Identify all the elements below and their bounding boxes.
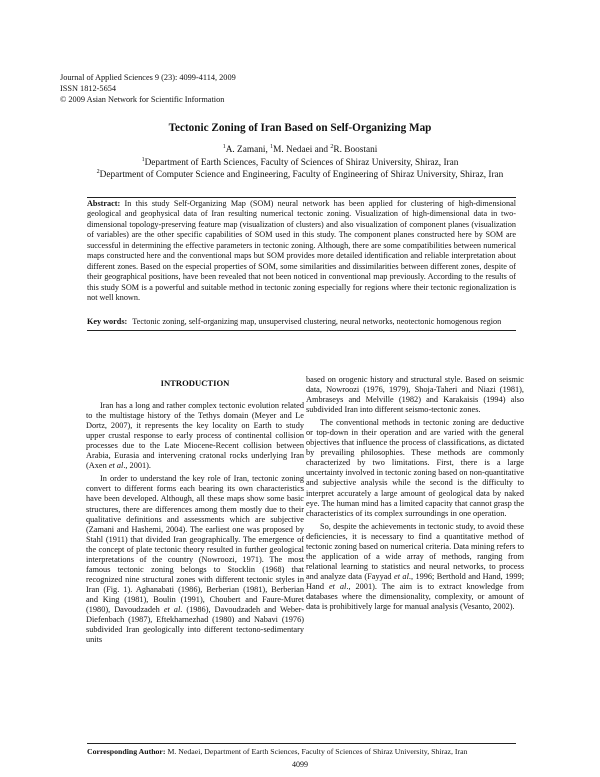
paper-title: Tectonic Zoning of Iran Based on Self-Organizing Map [168,122,432,134]
author-name: R. Boostani [333,145,378,155]
text-run-italic: et al [394,571,409,581]
author-block [0,144,600,182]
section-heading: INTRODUCTION [160,378,230,388]
affiliation-2 [0,169,600,182]
corresponding-author-label: Corresponding Author: [87,747,166,756]
text-run-italic: et al [163,604,181,614]
text-run: ., 1996; Berthold and Hand, 1999; Hand [306,571,525,591]
abstract-section [87,197,516,331]
text-run-italic: et al [108,461,124,471]
keywords-text: Tectonic zoning, self-organizing map, unsupervised clustering, neural networks, neotectonic homogenous region [132,316,502,326]
text-run: So, despite the achievements in tectonic study, to avoid these deficiencies, it is necessary to find a quantitative method of tectonic zoning based on numerical criteria. Data mining refers to the application of a wide array of methods, ranging from relational learning to statistics and neural networks, to process and analyze data (Fayyad [306,521,524,581]
journal-header [60,72,236,105]
affiliation-sup: 1 [141,156,145,163]
author-sup: 1 [270,143,274,150]
keywords [87,317,516,328]
affiliation-text: Department of Computer Science and Engineering, Faculty of Engineering of Shiraz University, Shiraz, Iran [99,170,504,181]
affiliation-text: Department of Earth Sciences, Faculty of Sciences of Shiraz University, Shiraz, Iran [144,157,459,168]
journal-citation: Journal of Applied Sciences 9 (23): 4099-4114, 2009 [60,73,236,82]
author-line [0,144,600,157]
text-run: . (1986), Davoudzadeh and Weber-Diefenbach (1987), Eftekharnezhad (1980) and Nabavi (1976) subdivided Iran geologically into different tectono-sedimentary units [86,604,305,645]
keywords-label: Key words: [87,316,128,326]
text-run: In order to understand the key role of Iran, tectonic zoning convert to different forms each bearing its own characteristics have been developed. Although, all these maps show some basic structures, there are differences among them mostly due to their qualitative definitions and assessments which are subjective (Zamani and Hashemi, 2004). The earliest one was proposed by Stahl (1911) that divided Iran geographically. The emergence of the concept of plate tectonic theory resulted in further geological interpretations of the country (Nowroozi, 1971). The most famous tectonic zoning belongs to Stocklin (1968) that recognized nine structural zones with different tectonic styles in Iran (Fig. 1). Aghanabati (1986), Berberian (1981), Berberian and King (1981), Boulin (1991), Choubert and Faure-Muret (1980), Davoudzadeh [86,474,304,614]
journal-issn: ISSN 1812-5654 [60,84,117,93]
corresponding-author-text: M. Nedaei, Department of Earth Sciences, Faculty of Sciences of Shiraz University, Shiraz, Iran [165,747,468,756]
text-run: ., 2001). The aim is to extract knowledge from databases where the dimensionality, complexity, or amount of data is prohibitively large for manual analysis (Vesanto, 2002). [306,581,525,612]
abstract [87,199,516,304]
affiliation-sup: 2 [96,169,100,176]
text-run: ., 2001). [123,461,151,471]
intro-paragraph-4 [306,522,524,612]
corresponding-author [87,743,516,756]
affiliation-1 [0,157,600,170]
keywords-divider [87,330,516,331]
author-sup: 1 [222,143,226,150]
right-column [306,375,524,612]
author-sup: 2 [330,143,334,150]
text-run-italic: et al [328,581,347,591]
left-column [86,378,304,645]
abstract-label: Abstract: [87,199,121,208]
text-run: Iran has a long and rather complex tectonic evolution related to the multistage history of the Tethys domain (Meyer and Le Dortz, 2007), it represents the key locality on Earth to study upper crustal response to early process of continental collision processes due to the Late Miocene-Recent collision between Arabia, Eurasia and intervening cratonal rocks underlying Iran (Axen [86,401,304,471]
intro-paragraph-2-cont: based on orogenic history and structural style. Based on seismic data, Nowroozi (1976, 1979), Shoja-Taheri and Niazi (1981), Ambraseys and Melville (1982) and Karakaisis (1994) also subdivided Iran into different seismo-tectonic zones. [306,375,524,415]
author-name: A. Zamani, [225,145,271,155]
intro-paragraph-1 [86,401,304,471]
page-number: 4099 [292,760,308,769]
intro-paragraph-3: The conventional methods in tectonic zoning are deductive or top-down in their operation and are varied with the general objectives that influence the process of classifications, as dictated by prevailing philosophies. These methods are commonly characterized by two limitations. First, there is a large uncertainty involved in tectonic zoning based on non-quantitative and subjective analysis while the second is the difficulty to interpret accurately a large amount of geological data by naked eye. The human mind has a limited capacity that cannot grasp the characteristics of its complex surroundings in one operation. [306,418,524,518]
author-name: M. Nedaei and [273,145,331,155]
abstract-text: In this study Self-Organizing Map (SOM) neural network has been applied for clustering of high-dimensional geological and geophysical data of Iran resulting numerical tectonic zoning. Visualization of high-dimensional data in two-dimensional topology-preserving feature map (visualization of clusters) and also visualization of component planes (visualization of variables) are the other specific capabilities of SOM used in this study. The component planes constructed here by SOM are successful in determining the effective parameters in tectonic zoning. Although, there are some compatibilities between numerical maps constructed here and the conventional maps but SOM provides more detailed identification and reliable interpretation about different zones. Based on the especial properties of SOM, some similarities and dissimilarities between different zones, despite of their geographical positions, have been revealed that not been noticed in conventional map previously. According to the results of this study SOM is a powerful and suitable method in tectonic zoning especially for regions where their tectonic regionalization is not well known. [87,199,516,303]
intro-paragraph-2 [86,474,304,645]
journal-copyright: © 2009 Asian Network for Scientific Information [60,95,225,104]
